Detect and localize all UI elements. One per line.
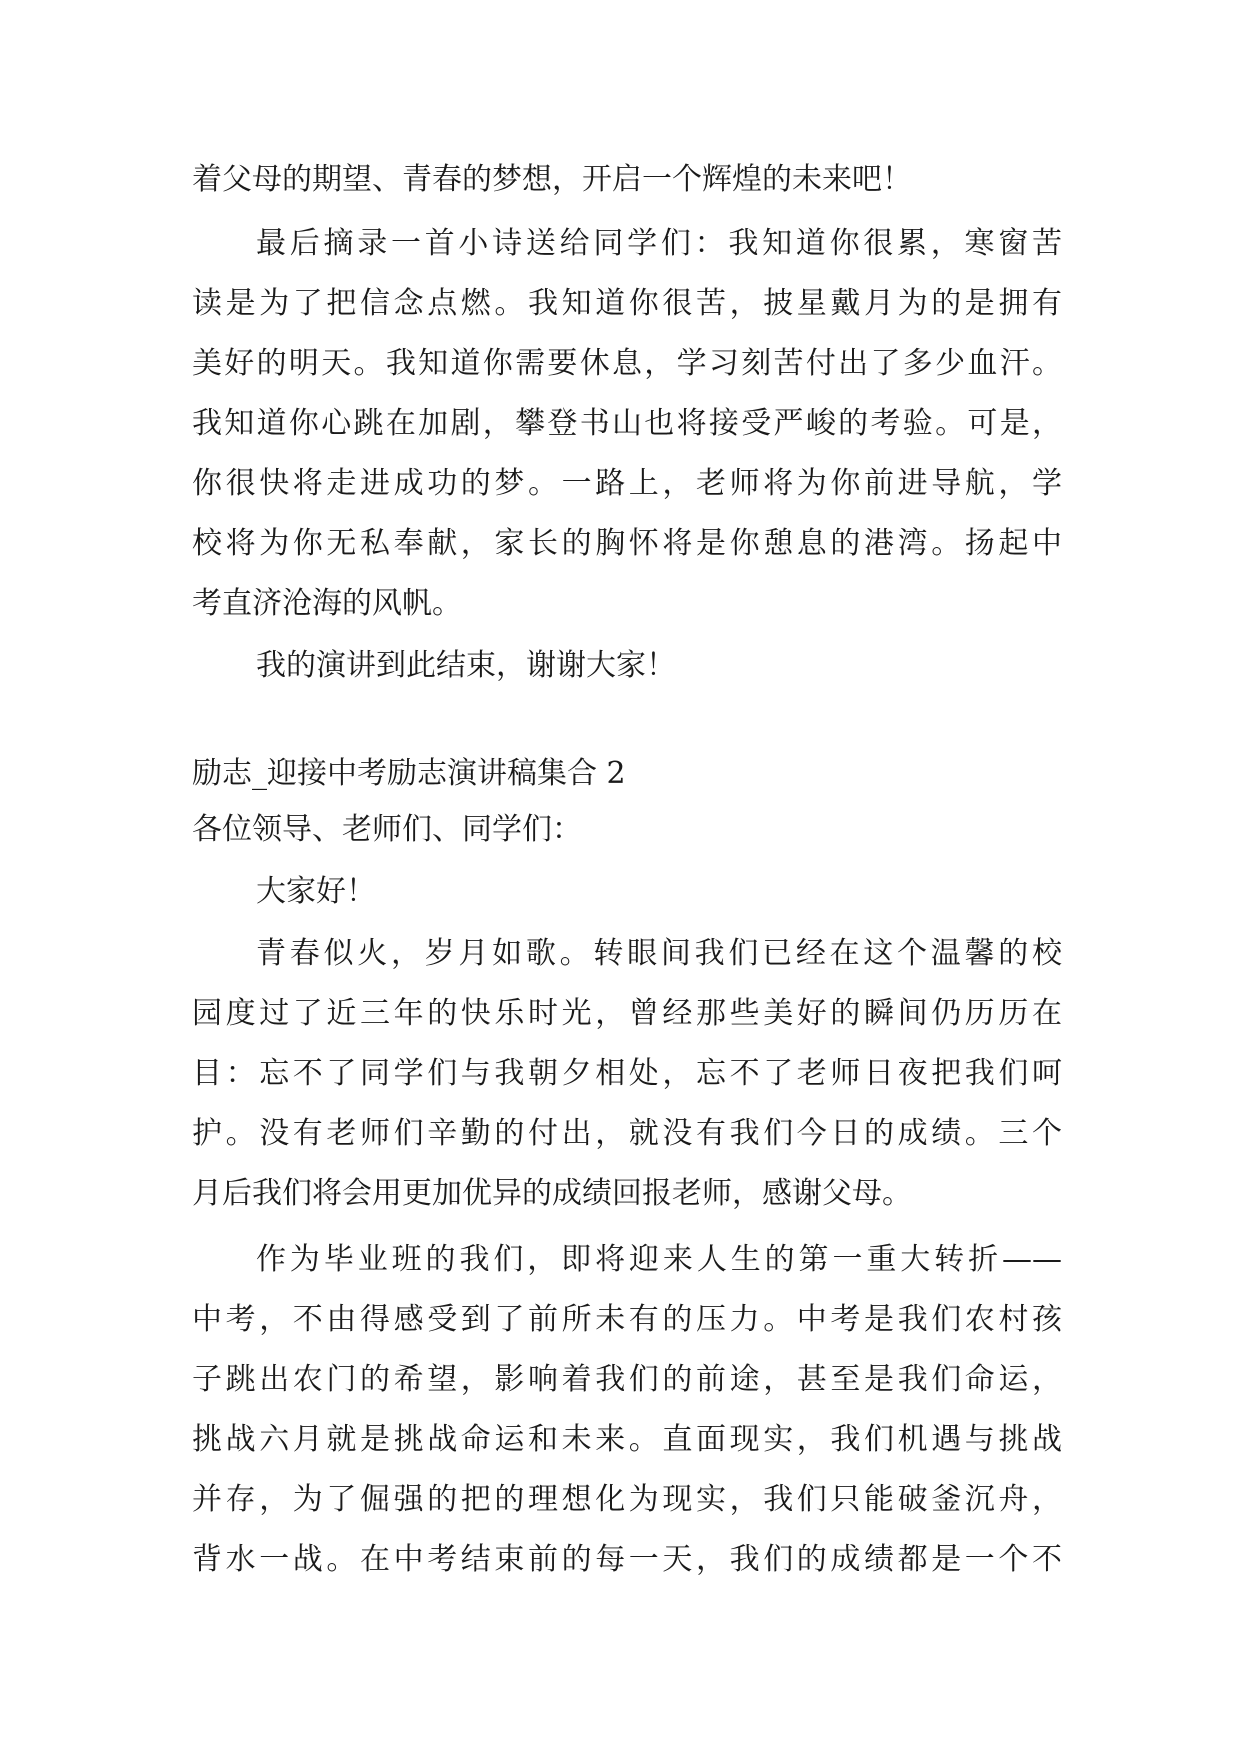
paragraph-line: 我知道你心跳在加剧，攀登书山也将接受严峻的考验。可是， [192,406,1062,441]
section-title: 励志_迎接中考励志演讲稿集合 2 [192,756,626,791]
paragraph-line: 作为毕业班的我们，即将迎来人生的第一重大转折—— [256,1242,1062,1277]
paragraph-line: 你很快将走进成功的梦。一路上，老师将为你前进导航，学 [192,466,1062,501]
paragraph-line: 子跳出农门的希望，影响着我们的前途，甚至是我们命运， [192,1362,1062,1397]
paragraph-line: 我的演讲到此结束，谢谢大家！ [256,648,676,683]
paragraph-line: 中考，不由得感受到了前所未有的压力。中考是我们农村孩 [192,1302,1062,1337]
paragraph-line: 月后我们将会用更加优异的成绩回报老师，感谢父母。 [192,1176,912,1211]
paragraph-line: 考直济沧海的风帆。 [192,586,462,621]
paragraph-line: 园度过了近三年的快乐时光，曾经那些美好的瞬间仍历历在 [192,996,1062,1031]
paragraph-line: 校将为你无私奉献，家长的胸怀将是你憩息的港湾。扬起中 [192,526,1062,561]
salutation: 各位领导、老师们、同学们： [192,812,582,847]
paragraph-line: 着父母的期望、青春的梦想，开启一个辉煌的未来吧！ [192,162,912,197]
paragraph-line: 护。没有老师们辛勤的付出，就没有我们今日的成绩。三个 [192,1116,1062,1151]
paragraph-line: 背水一战。在中考结束前的每一天，我们的成绩都是一个不 [192,1542,1062,1577]
paragraph-line: 并存，为了倔强的把的理想化为现实，我们只能破釜沉舟， [192,1482,1062,1517]
paragraph-line: 目：忘不了同学们与我朝夕相处，忘不了老师日夜把我们呵 [192,1056,1062,1091]
paragraph-line: 青春似火，岁月如歌。转眼间我们已经在这个温馨的校 [256,936,1062,971]
paragraph-line: 美好的明天。我知道你需要休息，学习刻苦付出了多少血汗。 [192,346,1062,381]
greeting: 大家好！ [256,874,376,909]
paragraph-line: 读是为了把信念点燃。我知道你很苦，披星戴月为的是拥有 [192,286,1062,321]
paragraph-line: 挑战六月就是挑战命运和未来。直面现实，我们机遇与挑战 [192,1422,1062,1457]
paragraph-line: 最后摘录一首小诗送给同学们：我知道你很累，寒窗苦 [256,226,1062,261]
